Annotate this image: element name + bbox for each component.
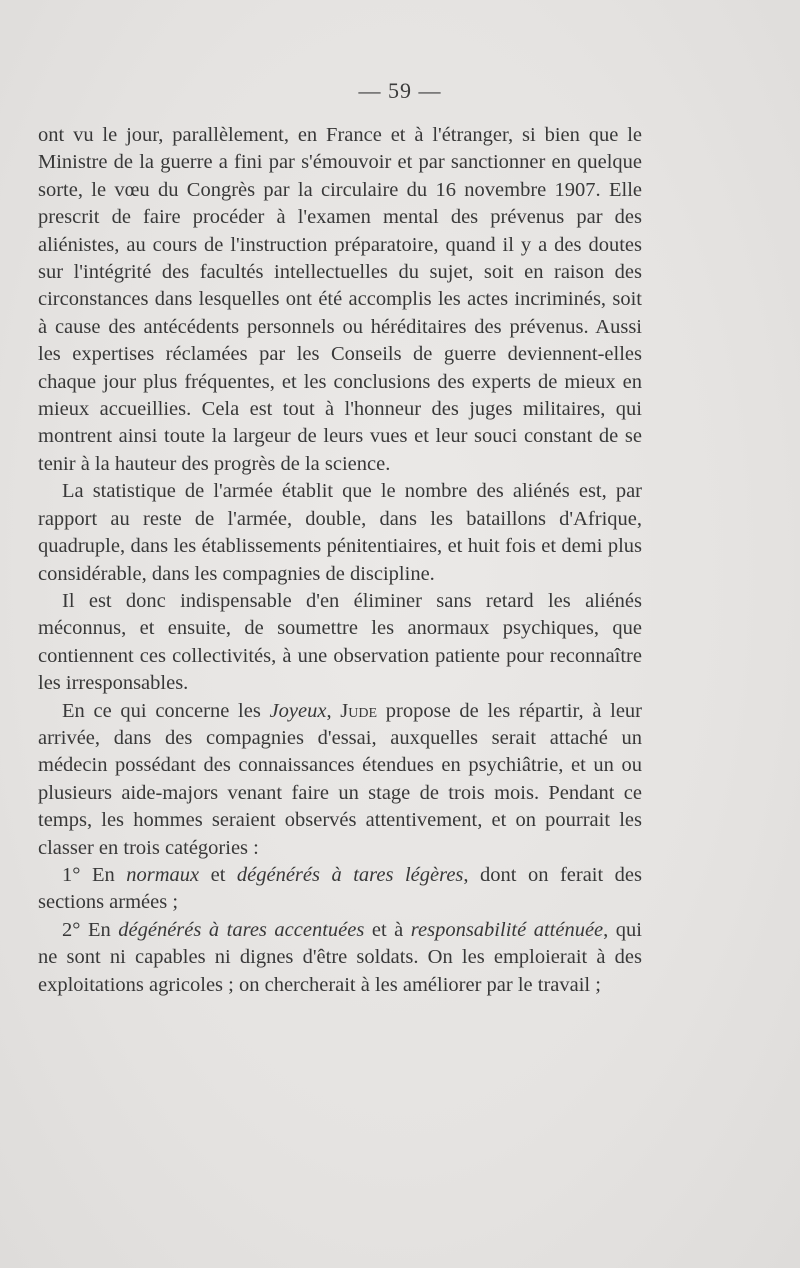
list-item-1-text-c: , dont on ferait des sections armées ; (38, 863, 643, 914)
list-item-1-text-a: 1° En (62, 863, 127, 886)
paragraph-3: Il est donc indispensable d'en éliminer sans retard les aliénés méconnus, et ensuite, de soumettre les anormaux psychiques, que contiennent ces collectivités, à une observation patiente pour reconnaître les irresponsables. (38, 589, 642, 695)
paragraph-4-italic-joyeux: Joyeux (269, 699, 327, 722)
list-item-2-text-c: , qui ne sont ni capables ni dignes d'être soldats. On les emploierait à des exploitations agricoles ; on chercherait à les améliorer par le travail ; (38, 918, 642, 996)
paragraph-1: ont vu le jour, parallèlement, en France et à l'étranger, si bien que le Ministre de la guerre a fini par s'émouvoir et par sanctionner en quelque sorte, le vœu du Congrès par la circulaire du 16 novembre 1907. Elle prescrit de faire procéder à l'examen mental des prévenus par des aliénistes, au cours de l'instruction préparatoire, quand il y a des doutes sur l'intégrité des facultés intellectuelles du sujet, soit en raison des circonstances dans lesquelles ont été accomplis les actes incriminés, soit à cause des antécédents personnels ou héréditaires des prévenus. Aussi les expertises réclamées par les Conseils de guerre deviennent-elles chaque jour plus fréquentes, et les conclusions des experts de mieux en mieux accueillies. Cela est tout à l'honneur des juges militaires, qui montrent ainsi toute la largeur de leurs vues et leur souci constant de se tenir à la hauteur des progrès de la science. (38, 124, 642, 475)
list-item-1-text-b: et (199, 863, 237, 886)
list-item-2 (38, 917, 642, 999)
list-item-2-italic-a: dégénérés à tares accentuées (118, 918, 365, 941)
author-name-jude: Jude (340, 699, 378, 722)
list-item-2-italic-b: responsabilité atténuée (410, 918, 604, 941)
list-item-2-text-b: et à (364, 918, 411, 941)
list-item-1-italic-b: dégénérés à tares légères (236, 863, 464, 886)
list-item-1-italic-a: normaux (126, 863, 200, 886)
list-item-1 (38, 862, 642, 917)
list-item-2-text-a: 2° En (62, 918, 119, 941)
page-number: — 59 — (358, 78, 442, 103)
body-text (38, 122, 642, 999)
paragraph-4-text-b: , (326, 699, 341, 722)
paragraph-4-text-a: En ce qui concerne les (62, 699, 270, 722)
paragraph-4-text-c: propose de les répartir, à leur arrivée, dans des compagnies d'essai, auxquelles serait attaché un médecin possédant des connaissances étendues en psychiâtrie, et un ou plusieurs aide-majors venant faire un stage de trois mois. Pendant ce temps, les hommes seraient observés attentivement, et on pourrait les classer en trois catégories : (38, 699, 643, 859)
paragraph-2: La statistique de l'armée établit que le nombre des aliénés est, par rapport au reste de l'armée, double, dans les bataillons d'Afrique, quadruple, dans les établissements pénitentiaires, et huit fois et demi plus considérable, dans les compagnies de discipline. (38, 480, 642, 585)
paragraph-4 (38, 698, 642, 862)
